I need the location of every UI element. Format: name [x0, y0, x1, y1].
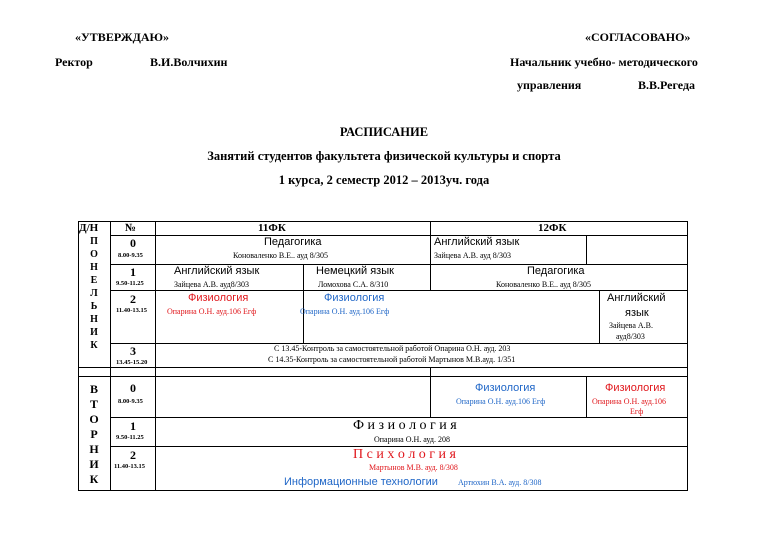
tue-pair2-subject: П с и х о л о г и я [353, 447, 456, 462]
mon-pair2-teacher-c2: ауд8/303 [616, 332, 645, 341]
col-group1-header: 11ФК [258, 222, 286, 234]
tue-pair0-teacher-b2: Егф [630, 407, 644, 416]
mon-pair3-note-1: С 13.45-Контроль за самостоятельной работой Опарина О.Н. ауд. 203 [274, 344, 511, 353]
mon-pair1-teacher-a: Зайцева А.В. ауд8/303 [174, 280, 249, 289]
mon-pair2-teacher-b: Опарина О.Н. ауд.106 Егф [300, 307, 390, 316]
tue-pair2-subject-2: Информационные технологии [284, 476, 438, 488]
mon-pair1-teacher-b: Ломохова С.А. 8/310 [318, 280, 389, 289]
mon-pair3-time: 13.45-15.20 [116, 359, 148, 366]
mon-pair3-num: 3 [130, 344, 136, 358]
tue-pair2-teacher: Мартынов М.В. ауд. 8/308 [369, 463, 458, 472]
mon-pair2-subject-b: Физиология [324, 292, 385, 304]
tue-pair1-subject: Ф и з и о л о г и я [353, 418, 457, 433]
tue-pair1-time: 9.50-11.25 [116, 434, 144, 441]
mon-pair1-subject-a: Английский язык [174, 265, 260, 277]
tue-pair0-teacher-a: Опарина О.Н. ауд.106 Егф [456, 397, 546, 406]
schedule-title: РАСПИСАНИЕ [339, 125, 429, 139]
tue-pair1-teacher: Опарина О.Н. ауд. 208 [374, 435, 450, 444]
agreed-title: «СОГЛАСОВАНО» [585, 30, 691, 44]
col-num-header: № [125, 222, 137, 234]
mon-pair2-time: 11.40-13.15 [116, 307, 148, 314]
tue-pair2-teacher-2: Артюхин В.А. ауд. 8/308 [458, 478, 542, 487]
head-role-line1: Начальник учебно- методического [510, 55, 698, 69]
tue-pair1-num: 1 [130, 419, 136, 433]
mon-pair0-teacher: Коноваленко В.Е.. ауд 8/305 [233, 251, 328, 260]
mon-pair2-subject-a: Физиология [188, 292, 249, 304]
schedule-table [78, 221, 688, 491]
mon-pair0-subject: Педагогика [264, 236, 322, 248]
mon-pair2-subject-c1: Английский [607, 292, 666, 304]
head-role-line2: управления [517, 78, 582, 92]
tue-pair0-subject-a: Физиология [475, 382, 536, 394]
mon-pair0-num: 0 [130, 236, 136, 250]
rector-name: В.И.Волчихин [150, 55, 228, 69]
tue-pair2-time: 11.40-13.15 [114, 463, 146, 470]
mon-pair1-subject-b: Немецкий язык [316, 265, 394, 277]
tue-pair0-time: 8.00-9.35 [118, 398, 143, 405]
mon-pair0-subject-2: Английский язык [434, 236, 520, 248]
head-name: В.В.Регеда [638, 78, 696, 92]
mon-pair0-teacher-2: Зайцева А.В. ауд 8/303 [434, 251, 511, 260]
col-day-header: Д/Н [79, 222, 99, 234]
mon-pair1-teacher-c: Коноваленко В.Е.. ауд 8/305 [496, 280, 591, 289]
mon-pair1-num: 1 [130, 265, 136, 279]
mon-pair2-teacher-c1: Зайцева А.В. [609, 321, 654, 330]
mon-pair2-num: 2 [130, 292, 136, 306]
mon-pair1-time: 9.50-11.25 [116, 280, 144, 287]
mon-pair1-subject-c: Педагогика [527, 265, 585, 277]
schedule-subtitle-1: Занятий студентов факультета физической культуры и спорта [207, 149, 561, 163]
mon-pair0-time: 8.00-9.35 [118, 252, 143, 259]
tue-pair2-num: 2 [130, 448, 136, 462]
tue-pair0-subject-b: Физиология [605, 382, 666, 394]
mon-pair2-teacher-a: Опарина О.Н. ауд.106 Егф [167, 307, 257, 316]
tue-pair0-teacher-b1: Опарина О.Н. ауд.106 [592, 397, 666, 406]
mon-pair3-note-2: С 14.35-Контроль за самостоятельной работой Мартынов М.В.ауд. 1/351 [268, 355, 516, 364]
rector-label: Ректор [55, 55, 93, 69]
col-group2-header: 12ФК [538, 222, 567, 234]
mon-pair2-subject-c2: язык [625, 307, 649, 319]
schedule-subtitle-2: 1 курса, 2 семестр 2012 – 2013уч. года [278, 173, 490, 187]
day-tuesday: В Т О Р Н И К [89, 382, 99, 486]
approve-title: «УТВЕРЖДАЮ» [75, 30, 170, 44]
day-monday: П О Н Е Л Ь Н И К [90, 236, 98, 351]
tue-pair0-num: 0 [130, 381, 136, 395]
